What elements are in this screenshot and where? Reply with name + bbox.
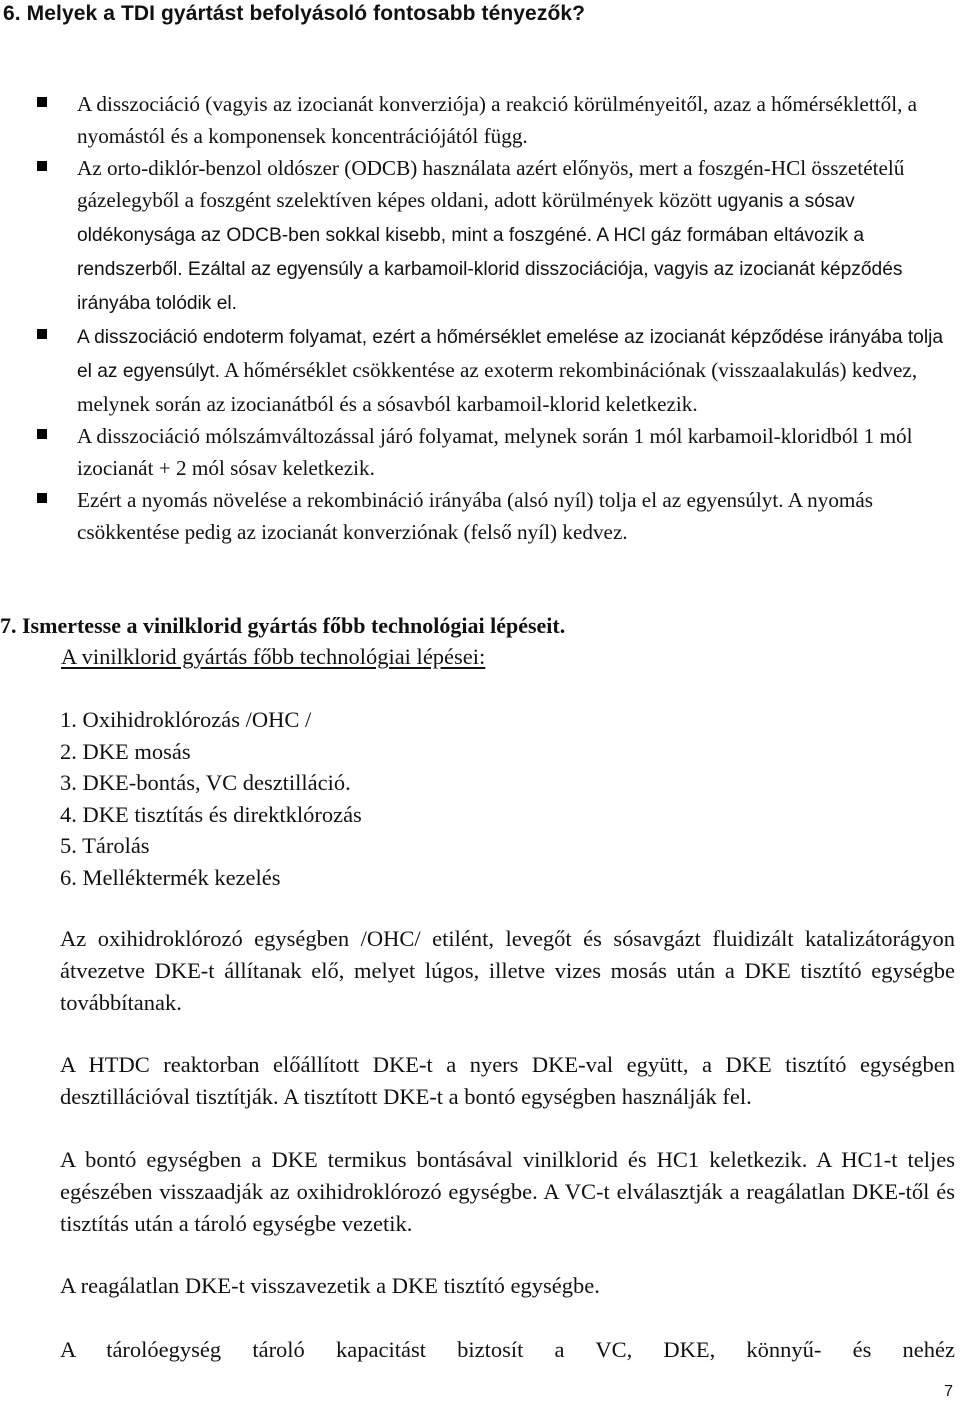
question-7-heading: 7. Ismertesse a vinilklorid gyártás főbb technológiai lépéseit. <box>0 613 566 638</box>
bullet-text: Az orto-diklór-benzol oldószer (ODCB) használata azért előnyös, mert a foszgén-HCl összetételű gázelegyből a foszgént szelektíven képes oldani, adott körülmények között <box>77 156 905 212</box>
bullet-text-sans: A disszociáció endoterm folyamat, ezért a hőmérséklet emelése az izocianát képződése irányába tolja el az egyensúlyt. <box>77 327 944 382</box>
list-item <box>36 420 956 484</box>
square-bullet-icon <box>37 97 47 107</box>
square-bullet-icon <box>37 429 47 439</box>
question-6-heading: 6. Melyek a TDI gyártást befolyásoló fontosabb tényezők? <box>3 2 586 25</box>
factor-bullet-list <box>36 88 956 548</box>
steps-list <box>60 704 362 894</box>
list-item: 5. Tárolás <box>60 833 150 859</box>
bullet-text: Ezért a nyomás növelése a rekombináció irányába (alsó nyíl) tolja el az egyensúlyt. A nyomás csökkentése pedig az izocianát konverziónak (felső nyíl) kedvez. <box>77 488 874 544</box>
list-item: 3. DKE-bontás, VC desztilláció. <box>60 770 351 796</box>
list-item: 2. DKE mosás <box>60 738 191 764</box>
bullet-text: A disszociáció (vagyis az izocianát konverziója) a reakció körülményeitől, azaz a hőmérséklettől, a nyomástól és a komponensek koncentrációjától függ. <box>77 92 918 148</box>
list-item: 1. Oxihidroklórozás /OHC / <box>60 707 312 732</box>
paragraph-storage: A tárolóegység tároló kapacitást biztosít a VC, DKE, könnyű- és nehéz <box>60 1337 955 1362</box>
list-item: 4. DKE tisztítás és direktklórozás <box>60 801 362 827</box>
square-bullet-icon <box>37 329 47 339</box>
list-item <box>36 152 956 320</box>
page-number: 7 <box>944 1383 953 1400</box>
square-bullet-icon <box>37 161 47 171</box>
bullet-text: A disszociáció mólszámváltozással járó folyamat, melynek során 1 mól karbamoil-kloridból 1 mól izocianát + 2 mól sósav keletkezik. <box>77 424 913 480</box>
paragraph-bonto: A bontó egységben a DKE termikus bontásával vinilklorid és HC1 keletkezik. A HC1-t teljes egészében visszaadják az oxihidroklórozó egységbe. A VC-t elválasztják a reagálatlan DKE-től és tisztítás után a tároló egységbe vezetik. <box>60 1147 955 1236</box>
list-item <box>36 320 956 420</box>
list-item <box>36 484 956 548</box>
bullet-text-sans: ugyanis a sósav oldékonysága az ODCB-ben sokkal kisebb, mint a foszgéné. A HCl gáz formában eltávozik a rendszerből. Ezáltal az egyensúly a karbamoil-klorid disszociációja, vagyis az izocianát képződés irányába tolódik el. <box>77 191 903 314</box>
paragraph-recycle: A reagálatlan DKE-t visszavezetik a DKE tisztító egységbe. <box>60 1273 600 1298</box>
paragraph-ohc: Az oxihidroklórozó egységben /OHC/ etilént, levegőt és sósavgázt fluidizált katalizátorágyon átvezetve DKE-t állítanak elő, melyet lúgos, illetve vizes mosás után a DKE tisztító egységbe továbbítanak. <box>60 926 955 1015</box>
bullet-text: A hőmérséklet csökkentése az exoterm rekombinációnak (visszaalakulás) kedvez, melynek során az izocianátból és a sósavból karbamoil-klorid keletkezik. <box>77 358 918 416</box>
list-item: 6. Melléktermék kezelés <box>60 864 281 890</box>
list-item <box>36 88 956 152</box>
steps-subtitle: A vinilklorid gyártás főbb technológiai lépései: <box>61 644 486 669</box>
square-bullet-icon <box>37 493 47 503</box>
paragraph-htdc: A HTDC reaktorban előállított DKE-t a nyers DKE-val együtt, a DKE tisztító egységben desztillációval tisztítják. A tisztított DKE-t a bontó egységben használják fel. <box>60 1052 955 1109</box>
